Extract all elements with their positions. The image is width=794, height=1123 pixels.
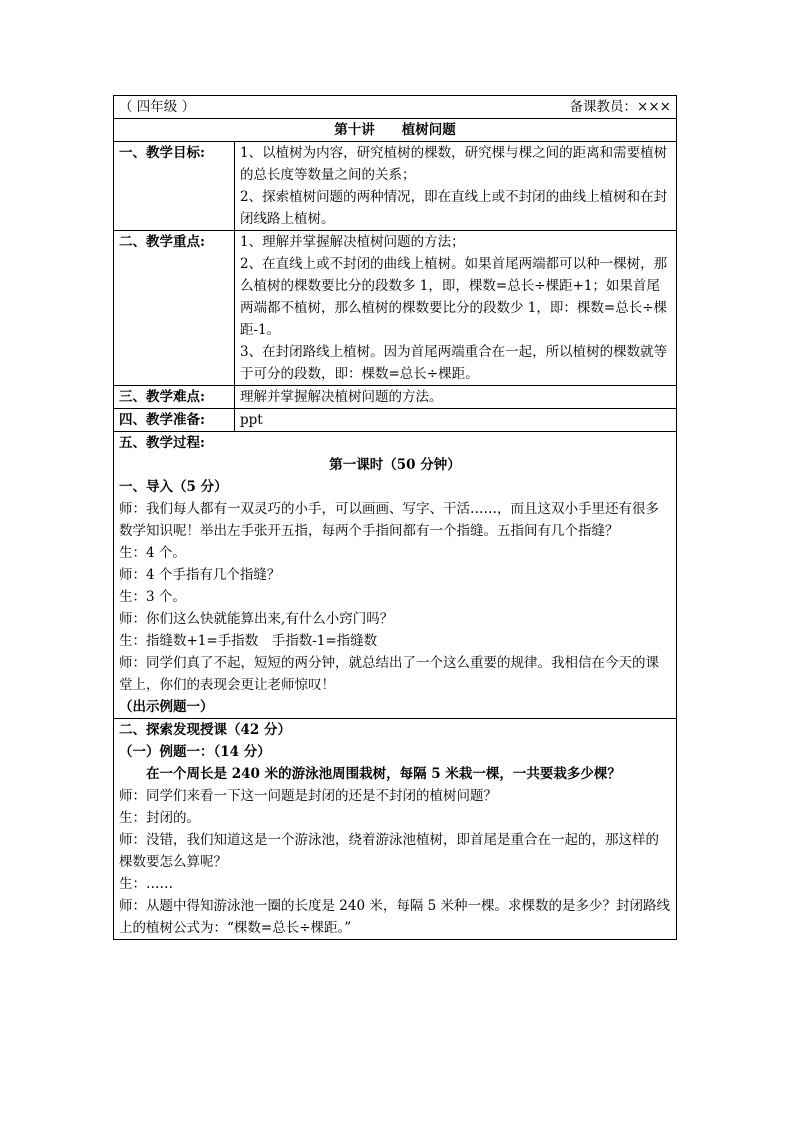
grade-label: （ 四年级 ） [119,99,196,115]
dialogue-line: 生：封闭的。 [119,810,200,826]
lesson-plan-table [113,95,677,940]
process-label: 五、教学过程: [119,435,205,451]
teacher-label: 备课教员：××× [569,99,671,115]
dialogue-line: 师：同学们真了不起，短短的两分钟，就总结出了一个这么重要的规律。我相信在今天的课堂上，你们的表现会更让老师惊叹！ [119,655,659,693]
difficulties-label: 三、教学难点: [114,386,235,409]
preparation-row [114,409,677,432]
key-point-item: 3、在封闭路线上植树。因为首尾两端重合在一起，所以植树的棵数就等于可分的段数，即：棵数=总长÷棵距。 [240,344,668,382]
dialogue-line: 生：指缝数+1=手指数 手指数-1=指缝数 [119,633,378,649]
page-title: 第十讲 植树问题 [114,119,677,142]
dialogue-line: 师：我们每人都有一双灵巧的小手，可以画画、写字、干活……，而且这双小手里还有很多数学知识呢！举出左手张开五指，每两个手指间都有一个指缝。五指间有几个指缝？ [119,501,659,539]
explore-row [114,719,677,940]
difficulties-content: 理解并掌握解决植树问题的方法。 [235,386,677,409]
key-points-content [235,231,677,386]
lesson-plan-page [113,95,677,940]
goal-item: 1、以植树为内容，研究植树的棵数，研究棵与棵之间的距离和需要植树的总长度等数量之间的关系； [240,145,668,183]
key-point-item: 2、在直线上或不封闭的曲线上植树。如果首尾两端都可以种一棵树，那么植树的棵数要比分的段数多 1，即，棵数=总长÷棵距+1；如果首尾两端都不植树，那么植树的棵数要比分的段数少 1，即：棵数=总长÷棵距-1。 [240,256,668,338]
example-problem: 在一个周长是 240 米的游泳池周围栽树，每隔 5 米栽一棵，一共要栽多少棵？ [146,766,621,782]
title-row [114,119,677,142]
dialogue-line: 师：4 个手指有几个指缝？ [119,567,281,583]
dialogue-line: 生：3 个。 [119,589,186,605]
dialogue-line: 师：同学们来看一下这一问题是封闭的还是不封闭的植树问题？ [119,788,497,804]
preparation-label: 四、教学准备: [114,409,235,432]
process-row [114,432,677,719]
key-points-row [114,231,677,386]
dialogue-line: 师：从题中得知游泳池一圈的长度是 240 米，每隔 5 米种一棵。求棵数的是多少？封闭路线上的植树公式为：“棵数=总长÷棵距。” [119,898,671,936]
goals-content [235,142,677,231]
goals-row [114,142,677,231]
key-point-item: 1、理解并掌握解决植树问题的方法； [240,234,465,250]
dialogue-line: 师：没错，我们知道这是一个游泳池，绕着游泳池植树，即首尾是重合在一起的，那这样的棵数要怎么算呢？ [119,832,659,870]
header-row [114,96,677,119]
difficulties-row [114,386,677,409]
dialogue-line: 师：你们这么快就能算出来,有什么小窍门吗？ [119,611,394,627]
dialogue-line: 生：…… [119,876,173,892]
process-content [114,432,677,719]
dialogue-line: 生：4 个。 [119,545,186,561]
lesson-title: 第一课时（50 分钟） [329,457,461,473]
show-example-note: （出示例题一） [119,699,214,715]
preparation-content: ppt [235,409,677,432]
explore-heading: 二、探索发现授课（42 分） [119,722,291,738]
explore-content [114,719,677,940]
key-points-label: 二、教学重点: [114,231,235,386]
goals-label: 一、教学目标: [114,142,235,231]
example-heading: （一）例题一：（14 分） [119,744,271,760]
goal-item: 2、探索植树问题的两种情况，即在直线上或不封闭的曲线上植树和在封闭线路上植树。 [240,189,668,227]
intro-heading: 一、导入（5 分） [119,479,228,495]
